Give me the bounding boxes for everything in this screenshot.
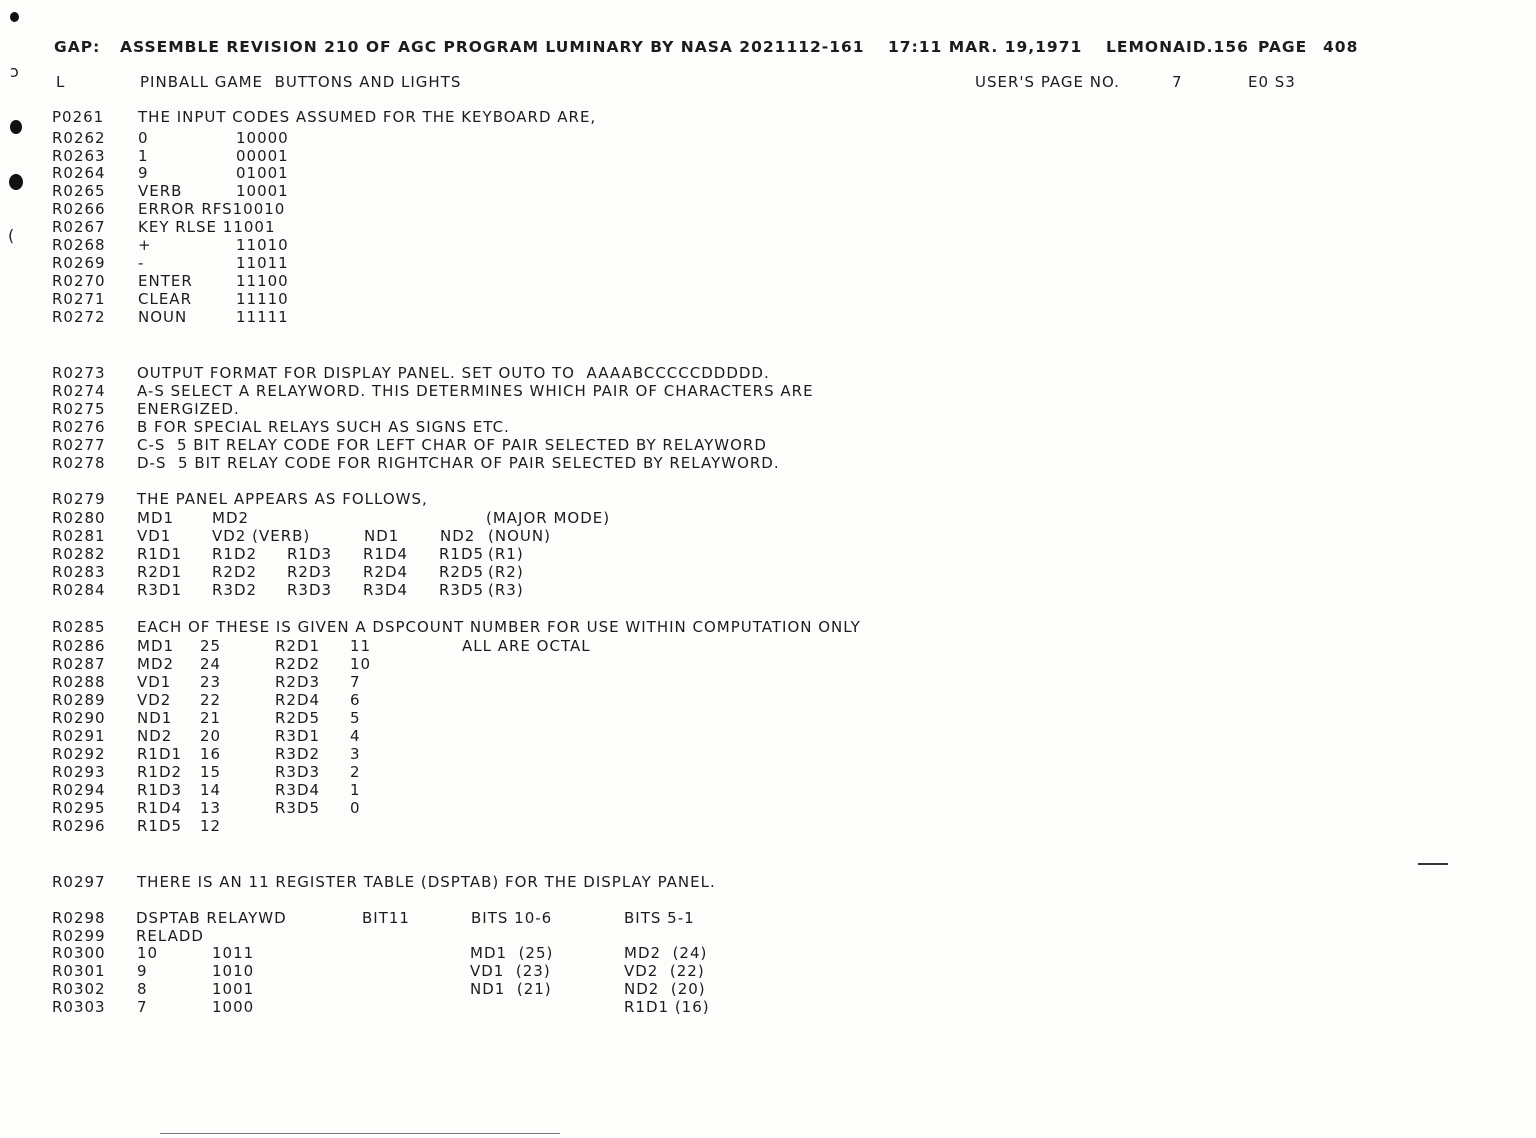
listing-text: 25 [200,637,222,655]
listing-text: THERE IS AN 11 REGISTER TABLE (DSPTAB) FOR THE DISPLAY PANEL. [137,873,716,891]
line-number: R0282 [52,545,106,563]
listing-text: 5 [350,709,361,727]
listing-text: 13 [200,799,222,817]
listing-text: 7 [137,998,148,1016]
line-number: R0267 [52,218,106,236]
line-number: R0263 [52,147,106,165]
listing-text: 24 [200,655,222,673]
line-number: R0287 [52,655,106,673]
scan-artifact [160,1133,560,1134]
listing-text: 00001 [236,147,289,165]
listing-text: 10 [137,944,159,962]
listing-text: ND2 [440,527,476,545]
listing-text: KEY RLSE 11001 [138,218,276,236]
line-number: R0277 [52,436,106,454]
line-number: R0293 [52,763,106,781]
line-number: R0286 [52,637,106,655]
listing-text: ENERGIZED. [137,400,240,418]
listing-text: R2D1 [275,637,321,655]
listing-text: THE INPUT CODES ASSUMED FOR THE KEYBOARD ARE, [138,108,597,126]
listing-text: EACH OF THESE IS GIVEN A DSPCOUNT NUMBER FOR USE WITHIN COMPUTATION ONLY [137,618,861,636]
listing-text: R1D2 [137,763,183,781]
listing-text: 10001 [236,182,289,200]
listing-text: 11010 [236,236,289,254]
listing-text: (R2) [488,563,524,581]
listing-text: 2 [350,763,361,781]
header-datetime: 17:11 MAR. 19,1971 [888,38,1083,56]
line-number: R0300 [52,944,106,962]
header-page-label: PAGE [1258,38,1308,56]
listing-text: R3D4 [363,581,409,599]
listing-text: 11011 [236,254,289,272]
listing-text: 1000 [212,998,255,1016]
listing-text: 12 [200,817,222,835]
line-number: R0279 [52,490,106,508]
listing-text: 0 [138,129,149,147]
listing-text: R2D2 [212,563,258,581]
line-number: R0298 [52,909,106,927]
listing-text: 8 [137,980,148,998]
listing-text: THE PANEL APPEARS AS FOLLOWS, [137,490,428,508]
listing-text: 3 [350,745,361,763]
header-page-number: 408 [1323,38,1359,56]
listing-text: B FOR SPECIAL RELAYS SUCH AS SIGNS ETC. [137,418,510,436]
line-number: R0291 [52,727,106,745]
header-code: L [56,73,66,91]
listing-text: 10 [350,655,372,673]
listing-text: R2D5 [275,709,321,727]
header-title: ASSEMBLE REVISION 210 OF AGC PROGRAM LUMINARY BY NASA 2021112-161 [120,38,865,56]
line-number: R0302 [52,980,106,998]
listing-text: MD2 [137,655,175,673]
listing-text: R2D1 [137,563,183,581]
header-listing: LEMONAID.156 [1106,38,1249,56]
line-number: R0303 [52,998,106,1016]
listing-text: R3D5 [275,799,321,817]
listing-text: R2D5 [439,563,485,581]
listing-text: (R3) [488,581,524,599]
listing-text: R1D2 [212,545,258,563]
listing-text: BITS 5-1 [624,909,695,927]
listing-text: R1D5 [439,545,485,563]
listing-text: NOUN [138,308,188,326]
line-number: R0262 [52,129,106,147]
listing-text: 11110 [236,290,289,308]
listing-text: VD1 (23) [470,962,551,980]
listing-text: 11100 [236,272,289,290]
listing-text: MD1 (25) [470,944,554,962]
listing-text: R3D3 [275,763,321,781]
listing-text: 14 [200,781,222,799]
listing-text: R1D4 [363,545,409,563]
listing-text: A-S SELECT A RELAYWORD. THIS DETERMINES WHICH PAIR OF CHARACTERS ARE [137,382,814,400]
listing-text: 6 [350,691,361,709]
line-number: R0264 [52,164,106,182]
listing-text: OUTPUT FORMAT FOR DISPLAY PANEL. SET OUTO TO AAAABCCCCCDDDDD. [137,364,770,382]
listing-text: R2D4 [275,691,321,709]
line-number: R0292 [52,745,106,763]
listing-text: MD1 [137,509,175,527]
listing-text: RELADD [136,927,204,945]
line-number: R0294 [52,781,106,799]
listing-text: VERB [138,182,183,200]
line-number: R0290 [52,709,106,727]
listing-text: R3D1 [137,581,183,599]
listing-text: MD2 [212,509,250,527]
listing-text: BITS 10-6 [471,909,553,927]
listing-text: 22 [200,691,222,709]
listing-text: 10000 [236,129,289,147]
header-user-page-label: USER'S PAGE NO. [975,73,1120,91]
listing-text: R3D2 [212,581,258,599]
listing-text: R1D1 [137,545,183,563]
listing-text: DSPTAB RELAYWD [136,909,287,927]
listing-text: D-S 5 BIT RELAY CODE FOR RIGHTCHAR OF PAIR SELECTED BY RELAYWORD. [137,454,780,472]
listing-text: 0 [350,799,361,817]
line-number: R0269 [52,254,106,272]
listing-text: MD2 (24) [624,944,708,962]
line-number: R0280 [52,509,106,527]
header-section: PINBALL GAME BUTTONS AND LIGHTS [140,73,462,91]
line-number: R0275 [52,400,106,418]
punch-hole-mark [10,120,22,134]
listing-text: 7 [350,673,361,691]
listing-text: ND1 [364,527,400,545]
listing-text: 20 [200,727,222,745]
line-number: R0301 [52,962,106,980]
listing-text: BIT11 [362,909,410,927]
line-number: R0283 [52,563,106,581]
listing-text: 9 [137,962,148,980]
listing-text: R1D3 [137,781,183,799]
listing-text: + [138,236,152,254]
listing-text: R1D1 (16) [624,998,710,1016]
listing-text: ERROR RFS10010 [138,200,286,218]
listing-text: VD1 [137,527,172,545]
listing-text: ND2 (20) [624,980,706,998]
listing-text: 15 [200,763,222,781]
listing-text: R1D4 [137,799,183,817]
listing-text: 11 [350,637,372,655]
listing-text: (NOUN) [488,527,551,545]
line-number: R0274 [52,382,106,400]
listing-text: 1010 [212,962,255,980]
listing-text: C-S 5 BIT RELAY CODE FOR LEFT CHAR OF PAIR SELECTED BY RELAYWORD [137,436,767,454]
listing-text: 1011 [212,944,255,962]
listing-text: 1 [350,781,361,799]
listing-text: ND2 [137,727,173,745]
line-number: R0278 [52,454,106,472]
listing-text: 01001 [236,164,289,182]
line-number: R0270 [52,272,106,290]
line-number: R0297 [52,873,106,891]
line-number: P0261 [52,108,105,126]
listing-text: 1 [138,147,149,165]
listing-text: R1D5 [137,817,183,835]
listing-text: 11111 [236,308,289,326]
listing-text: ND1 (21) [470,980,552,998]
line-number: R0266 [52,200,106,218]
line-number: R0272 [52,308,106,326]
listing-text: R3D1 [275,727,321,745]
header-user-page-number: 7 [1172,73,1183,91]
listing-text: VD2 [137,691,172,709]
listing-text: ENTER [138,272,193,290]
header-program: GAP: [54,38,101,56]
listing-text: R3D4 [275,781,321,799]
listing-text: 21 [200,709,222,727]
line-number: R0265 [52,182,106,200]
punch-hole-mark: ( [8,226,16,245]
line-number: R0281 [52,527,106,545]
scan-artifact [1418,863,1448,865]
line-number: R0268 [52,236,106,254]
listing-text: MD1 [137,637,175,655]
line-number: R0289 [52,691,106,709]
line-number: R0276 [52,418,106,436]
listing-text: - [138,254,145,272]
listing-text: R1D3 [287,545,333,563]
listing-text: 4 [350,727,361,745]
line-number: R0295 [52,799,106,817]
listing-text: VD2 (22) [624,962,705,980]
listing-text: R2D4 [363,563,409,581]
header-revision: E0 S3 [1248,73,1296,91]
listing-text: R2D2 [275,655,321,673]
listing-text: R1D1 [137,745,183,763]
line-number: R0271 [52,290,106,308]
listing-text: 16 [200,745,222,763]
line-number: R0285 [52,618,106,636]
listing-text: 1001 [212,980,255,998]
listing-text: ALL ARE OCTAL [462,637,591,655]
listing-text: 9 [138,164,149,182]
line-number: R0273 [52,364,106,382]
line-number: R0288 [52,673,106,691]
listing-text: (MAJOR MODE) [486,509,611,527]
listing-text: 23 [200,673,222,691]
listing-text: CLEAR [138,290,192,308]
listing-text: R3D2 [275,745,321,763]
listing-text: VD1 [137,673,172,691]
listing-text: (R1) [488,545,524,563]
punch-hole-mark [10,12,19,22]
line-number: R0284 [52,581,106,599]
listing-text: R2D3 [275,673,321,691]
listing-text: ND1 [137,709,173,727]
listing-text: VD2 (VERB) [212,527,311,545]
line-number: R0296 [52,817,106,835]
listing-text: R3D5 [439,581,485,599]
punch-hole-mark: ↄ [10,62,20,81]
line-number: R0299 [52,927,106,945]
listing-text: R3D3 [287,581,333,599]
punch-hole-mark [9,174,23,190]
listing-text: R2D3 [287,563,333,581]
